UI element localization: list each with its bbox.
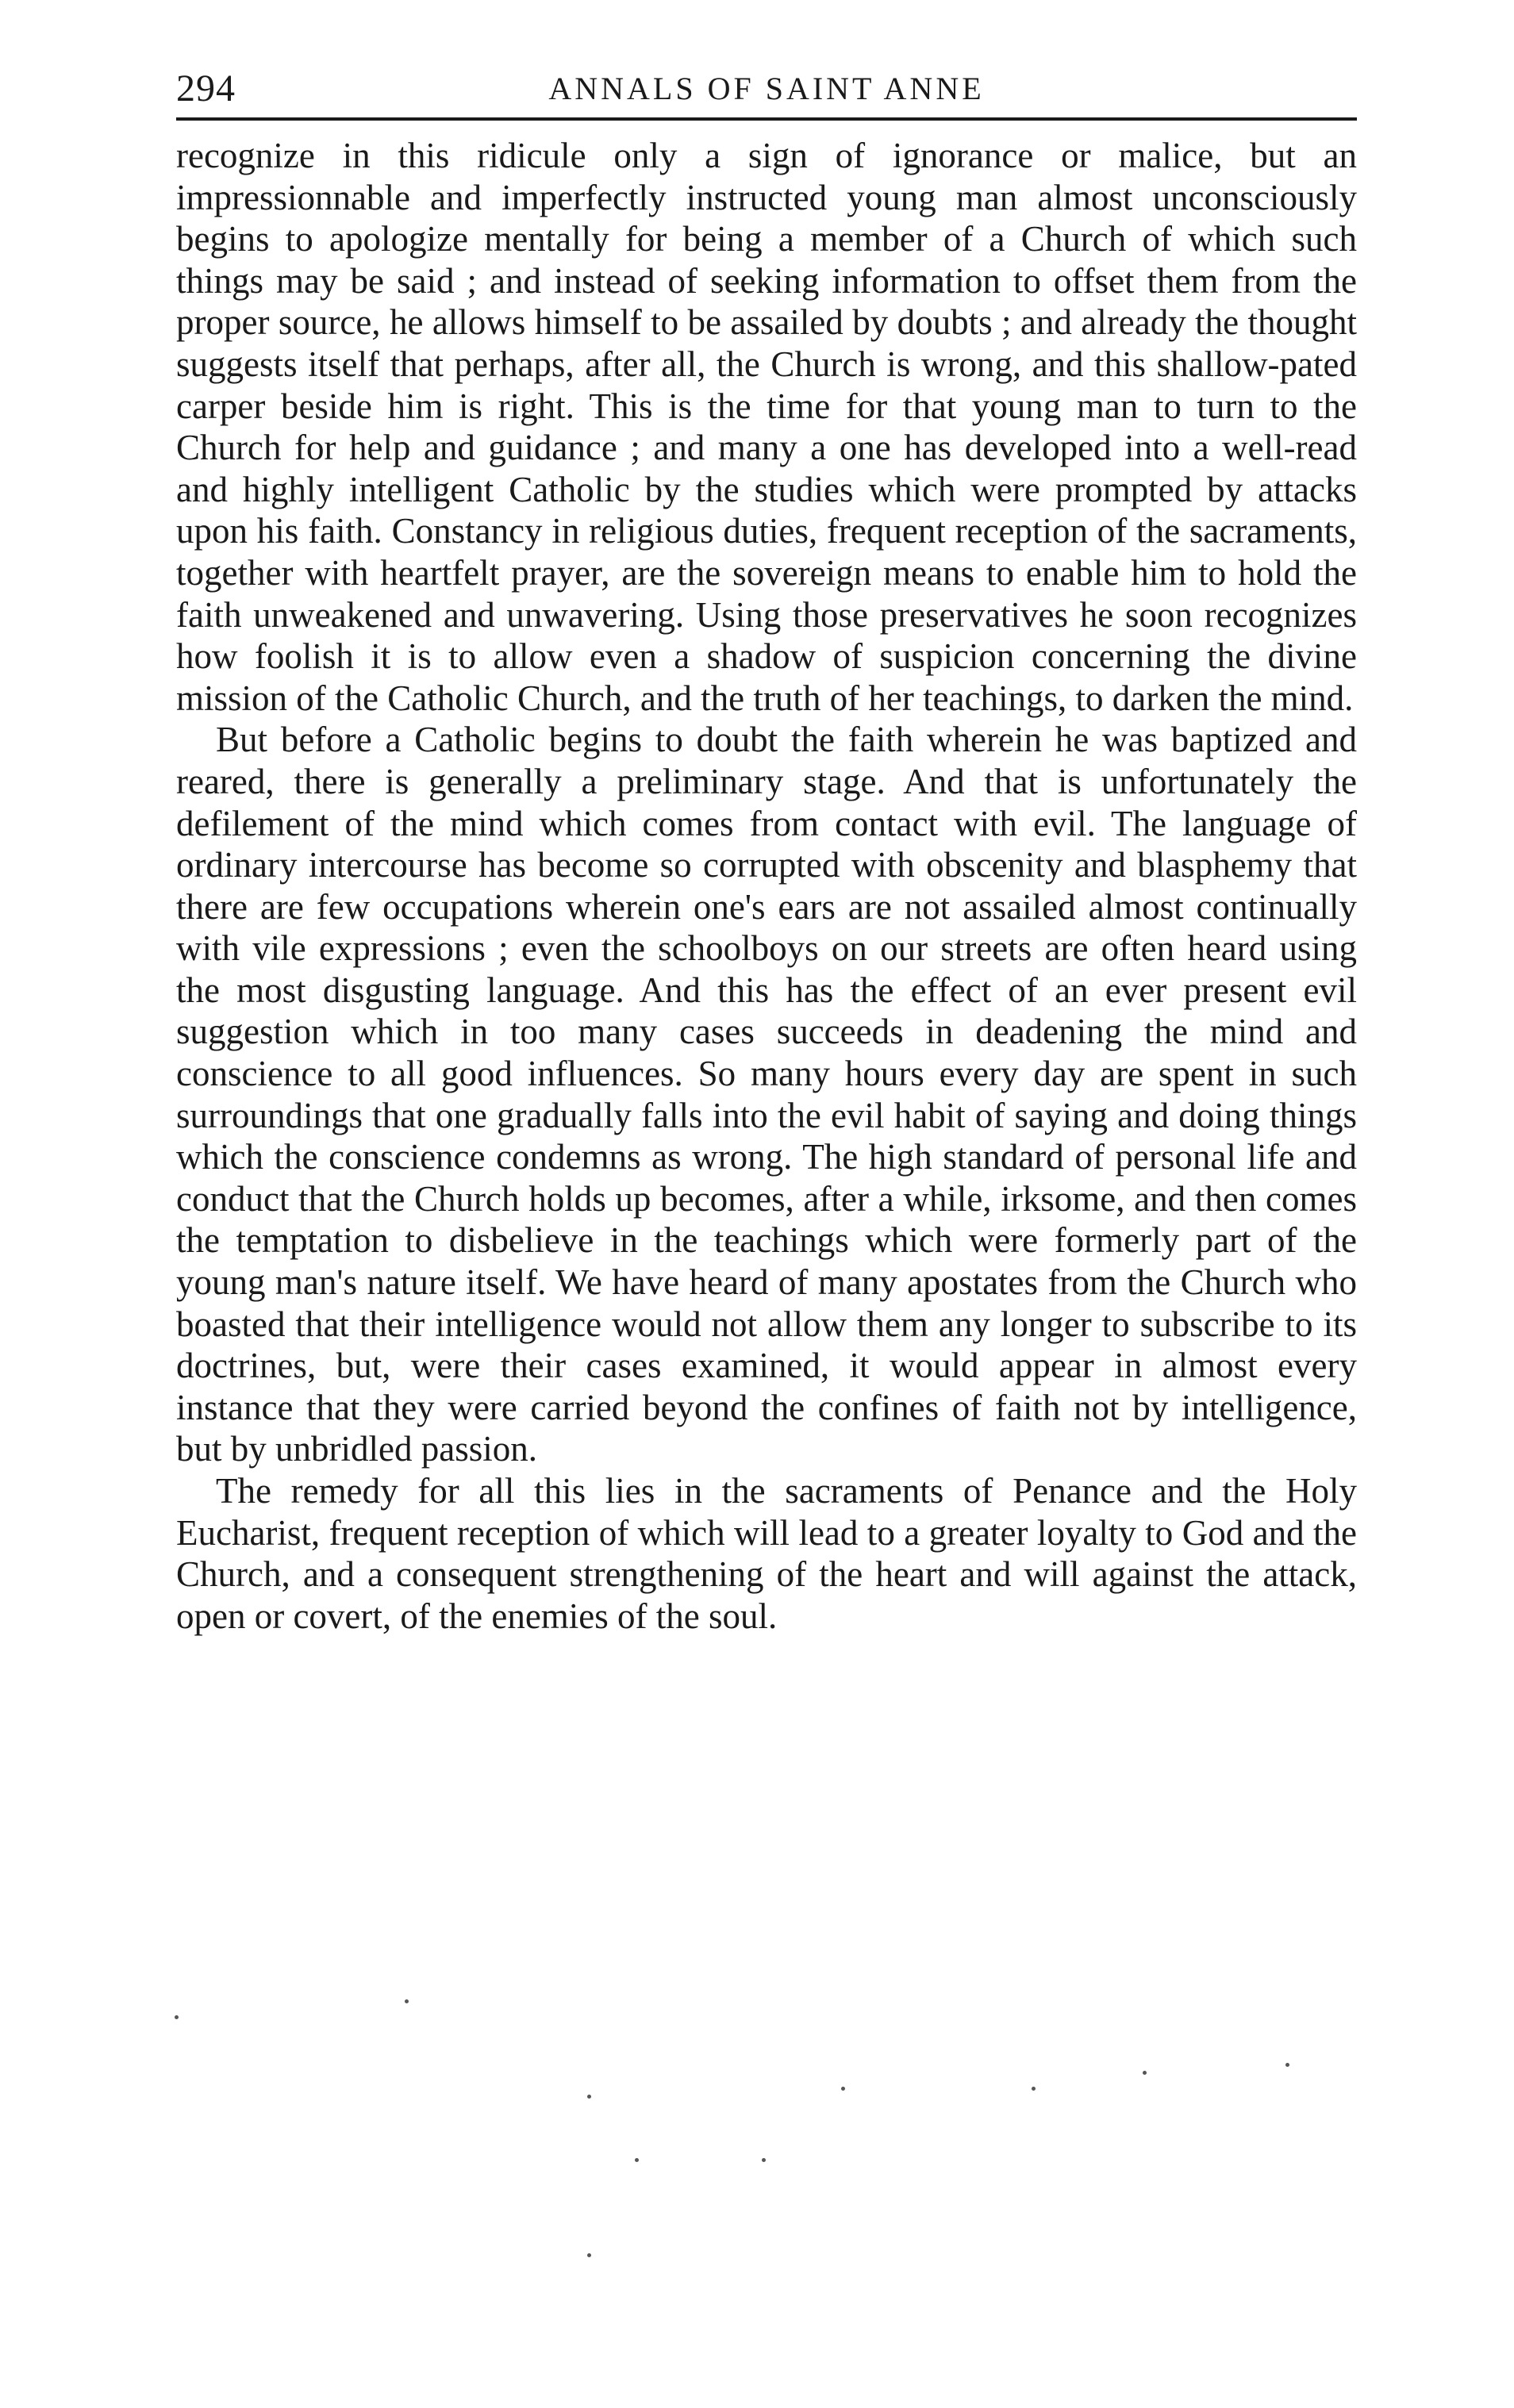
- paragraph-1: recognize in this ridicule only a sign of ignorance or malice, but an impressionnable and imperfectly instructed young man almost unconsciously begins to apologize mentally for being a member of a Church of which such things may be said ; and instead of seeking information to offset them from the proper source, he allows himself to be assailed by doubts ; and already the thought suggests itself that perhaps, after all, the Church is wrong, and this shallow-pated carper beside him is right. This is the time for that young man to turn to the Church for help and guidance ; and many a one has developed into a well-read and highly intelligent Catholic by the studies which were prompted by attacks upon his faith. Constancy in religious duties, frequent reception of the sacraments, together with heartfelt prayer, are the sovereign means to enable him to hold the faith unweakened and unwavering. Using those preservatives he soon recognizes how foolish it is to allow even a shadow of suspicion concerning the divine mission of the Catholic Church, and the truth of her teachings, to darken the mind.: [176, 136, 1357, 718]
- paragraph-2: But before a Catholic begins to doubt the faith wherein he was baptized and reared, there is generally a preliminary stage. And that is unfortunately the defilement of the mind which comes from contact with evil. The language of ordinary intercourse has become so corrupted with obscenity and blasphemy that there are few occupations wherein one's ears are not assailed almost continually with vile expressions ; even the schoolboys on our streets are often heard using the most disgusting language. And this has the effect of an ever present evil suggestion which in too many cases succeeds in deadening the mind and conscience to all good influences. So many hours every day are spent in such surroundings that one gradually falls into the evil habit of saying and doing things which the conscience condemns as wrong. The high standard of personal life and conduct that the Church holds up becomes, after a while, irksome, and then comes the temptation to disbelieve in the teachings which were formerly part of the young man's nature itself. We have heard of many apostates from the Church who boasted that their intelligence would not allow them any longer to subscribe to its doctrines, but, were their cases examined, it would appear in almost every instance that they were carried beyond the confines of faith not by intelligence, but by unbridled passion.: [176, 720, 1357, 1469]
- book-page: [176, 62, 1357, 1637]
- paragraph-3: The remedy for all this lies in the sacraments of Penance and the Holy Eucharist, frequent reception of which will lead to a greater loyalty to God and the Church, and a consequent strengthening of the heart and will against the attack, open or covert, of the enemies of the soul.: [176, 1471, 1357, 1636]
- bleed-through-marks: [143, 1968, 1365, 2269]
- running-head: ANNALS OF SAINT ANNE: [548, 71, 985, 106]
- page-header: [176, 62, 1357, 121]
- page-number: 294: [176, 67, 236, 109]
- body-text: [176, 135, 1357, 1637]
